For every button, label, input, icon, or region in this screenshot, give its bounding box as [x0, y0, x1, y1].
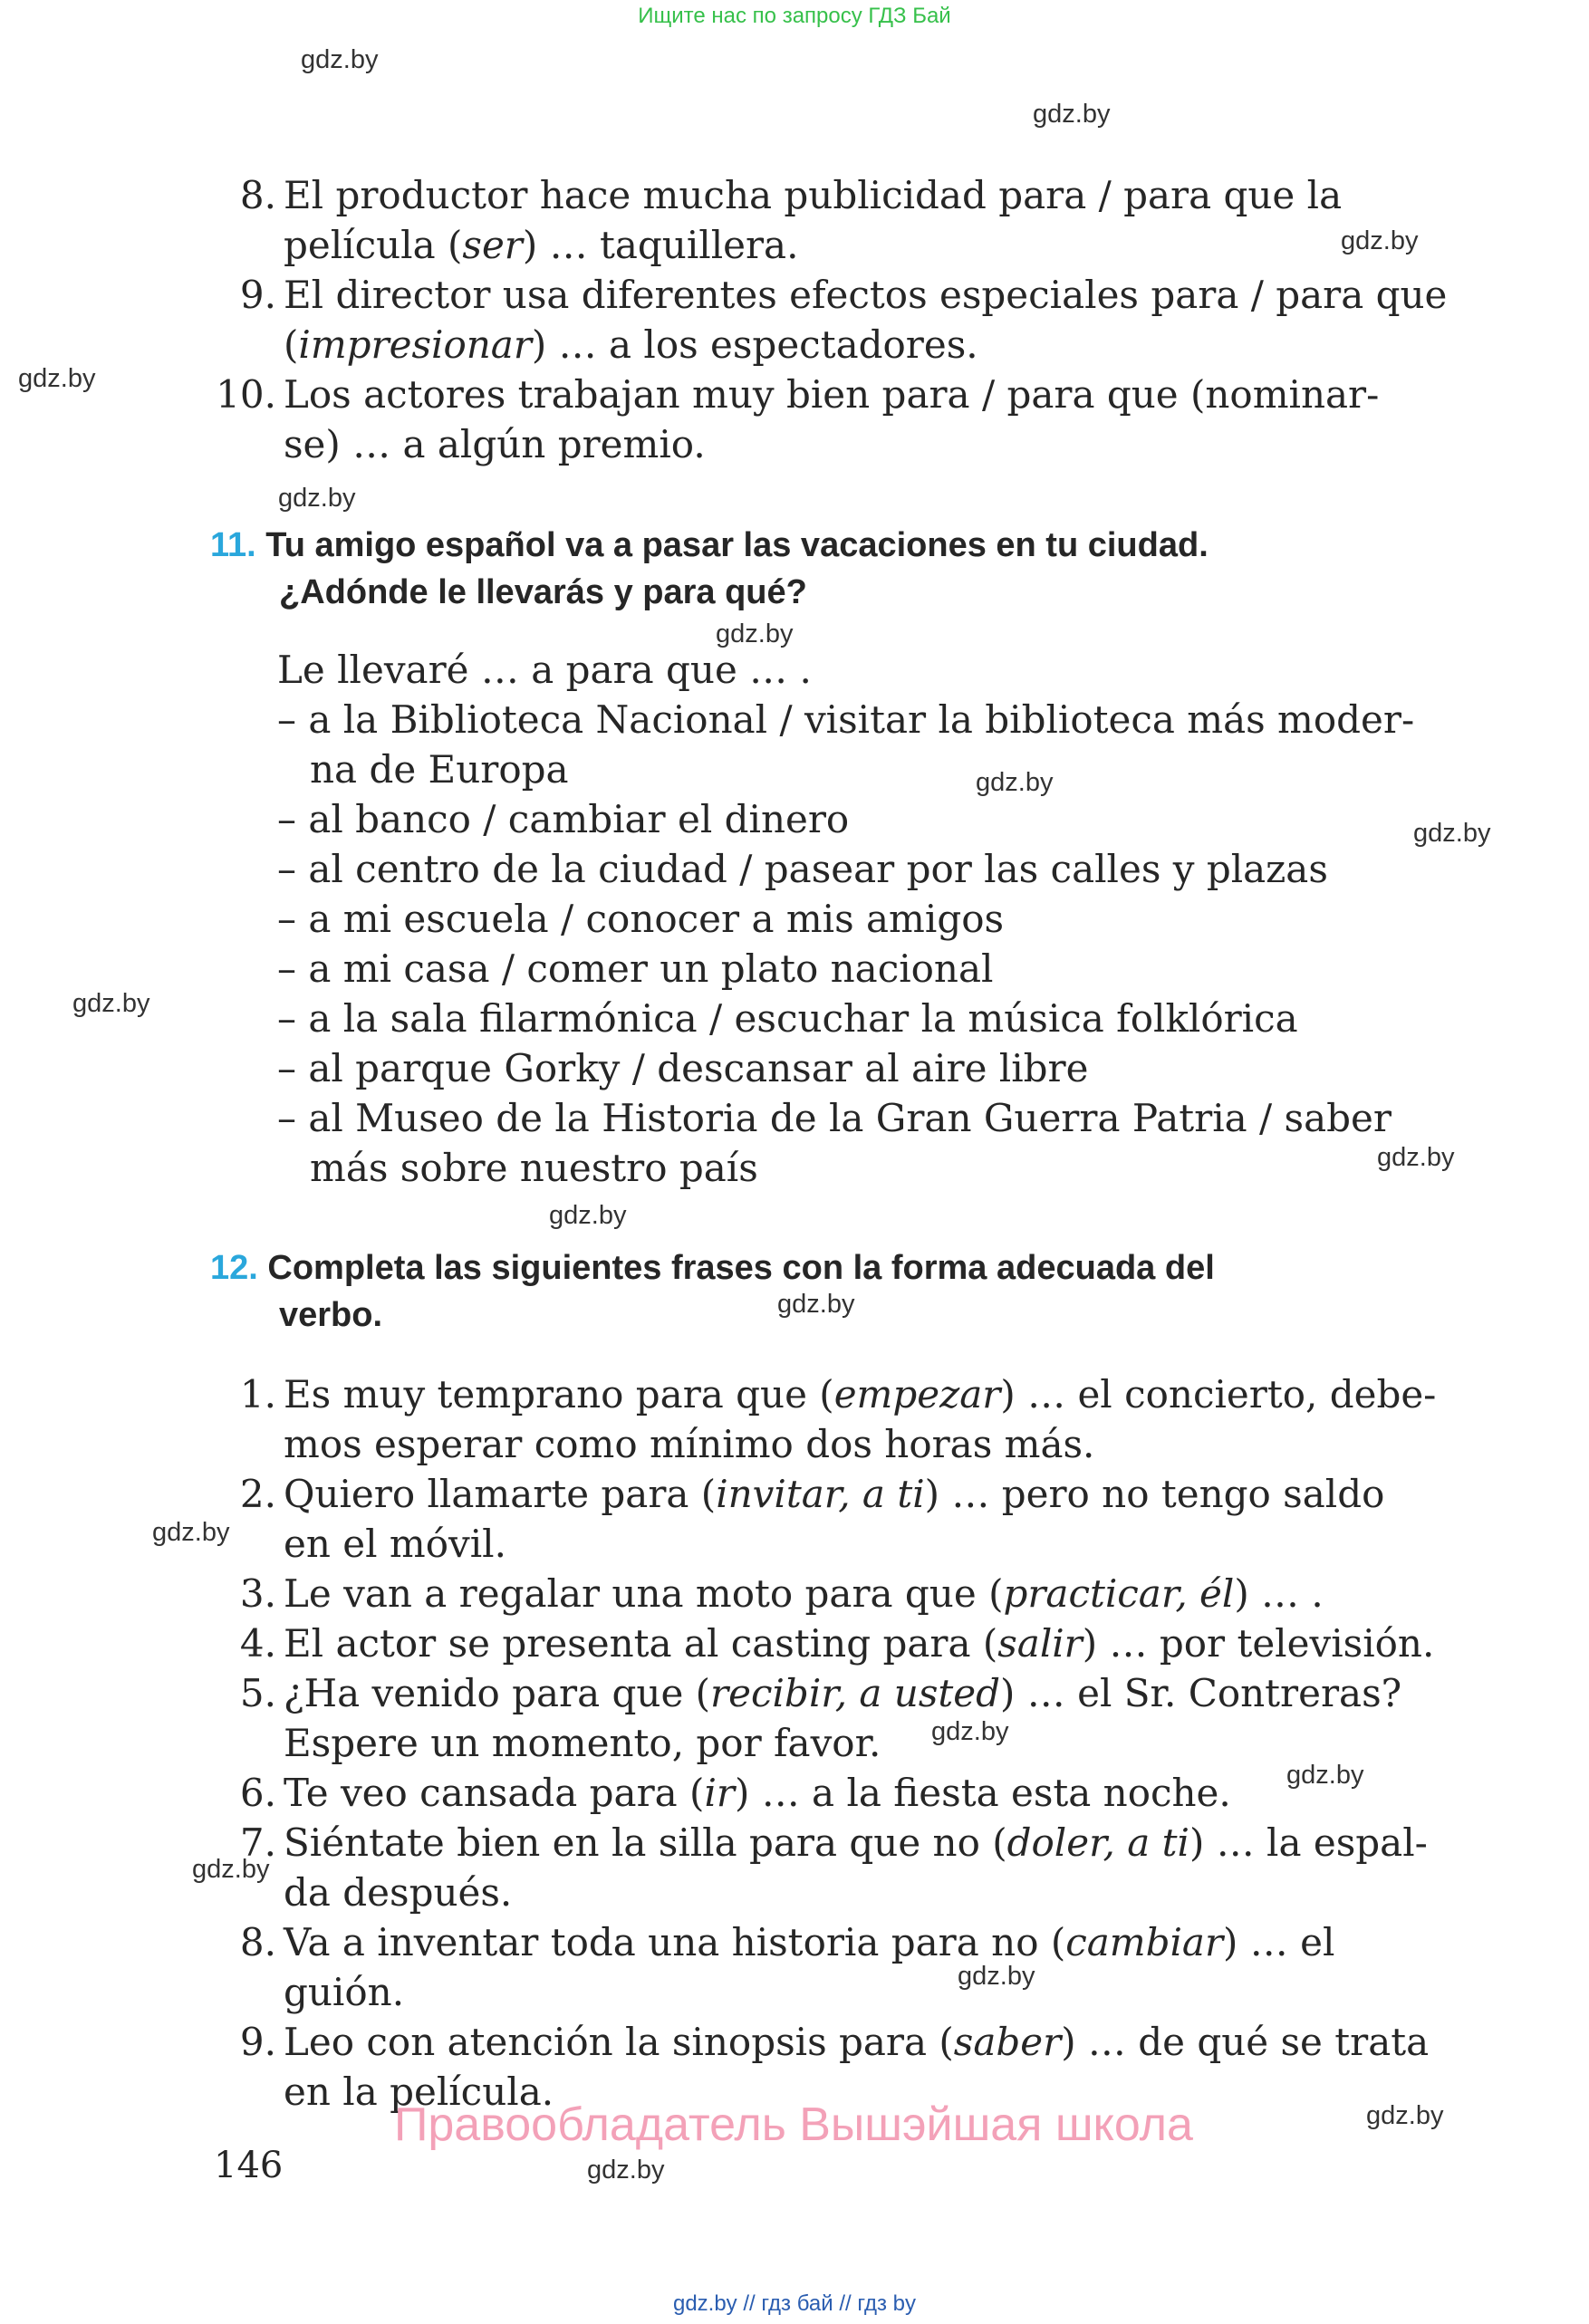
exercise-number: 11. — [210, 526, 256, 564]
exercise-12-list: 1. Es muy temprano para que (empezar) … el concierto, debe- mos esperar como mínimo dos horas más. 2. Quiero llamarte para (invitar, a ti) … pero no tengo saldo en el móvil. 3. Le van a regalar una moto para que (practicar, él) … . 4. El actor se presenta al casting para (salir) … por televisión. 5. ¿Ha venido para que (recibir, a usted) … el Sr. Contreras? Espere un momento, por favor. 6. Te veo cansada para (ir) … a la fiesta esta noche. 7. Siéntate bien en la silla para que no (doler, a ti) … la espal- da después. 8. Va a inventar toda una historia para no (cambiar) … el guión. 9. Leo con atención la sinopsis para (saber) … de qué se trata en la película. — [204, 1369, 1422, 2117]
exercise-10-continued: 8. El productor hace mucha publicidad para / para que la película (ser) … taquillera. 9. El director usa diferentes efectos especiales para / para que (impresionar) … a los espectadores. 10. Los actores trabajan muy bien para / para que (nominar- se) … a algún premio. — [204, 170, 1422, 469]
list-item: 9. Leo con atención la sinopsis para (saber) … de qué se trata — [239, 2020, 1430, 2064]
list-item: 9. El director usa diferentes efectos especiales para / para que — [239, 273, 1448, 317]
watermark: gdz.by — [976, 768, 1054, 797]
list-item: – a la sala filarmónica / escuchar la música folklórica — [277, 996, 1298, 1041]
watermark: gdz.by — [301, 45, 379, 74]
watermark: gdz.by — [931, 1717, 1009, 1746]
watermark: gdz.by — [777, 1290, 855, 1319]
watermark: gdz.by — [587, 2156, 665, 2185]
list-item: – a la Biblioteca Nacional / visitar la biblioteca más moder- — [277, 697, 1415, 742]
watermark: gdz.by — [958, 1962, 1035, 1991]
list-item: – al banco / cambiar el dinero — [277, 797, 850, 841]
list-item: 2. Quiero llamarte para (invitar, a ti) … pero no tengo saldo — [239, 1472, 1385, 1516]
list-item: – al parque Gorky / descansar al aire libre — [277, 1046, 1089, 1090]
watermark: gdz.by — [152, 1518, 230, 1547]
list-item: – a mi casa / comer un plato nacional — [277, 946, 994, 991]
list-item: 3. Le van a regalar una moto para que (practicar, él) … . — [239, 1571, 1324, 1616]
list-item: 8. Va a inventar toda una historia para no (cambiar) … el — [239, 1920, 1335, 1964]
watermark: gdz.by — [1413, 819, 1491, 848]
watermark: gdz.by — [1033, 100, 1111, 129]
watermark: gdz.by — [72, 989, 150, 1018]
list-item: 6. Te veo cansada para (ir) … a la fiesta esta noche. — [239, 1771, 1231, 1815]
top-banner: Ищите нас по запросу ГДЗ Бай — [638, 4, 951, 28]
list-item: 7. Siéntate bien en la silla para que no (doler, a ti) … la espal- — [239, 1820, 1428, 1865]
list-item: 4. El actor se presenta al casting para (salir) … por televisión. — [239, 1621, 1435, 1666]
exercise-number: 12. — [210, 1249, 258, 1287]
intro-line: Le llevaré … a para que … . — [277, 648, 812, 692]
footer-links[interactable]: gdz.by // гдз бай // гдз by — [672, 2291, 917, 2316]
list-item: 8. El productor hace mucha publicidad para / para que la — [239, 173, 1343, 217]
list-item: 10. Los actores trabajan muy bien para / para que (nominar- — [216, 372, 1380, 417]
list-item: 1. Es muy temprano para que (empezar) … el concierto, debe- — [239, 1372, 1437, 1416]
list-item: 5. ¿Ha venido para que (recibir, a usted) … el Sr. Contreras? — [239, 1671, 1402, 1715]
watermark: gdz.by — [716, 619, 794, 648]
watermark: gdz.by — [192, 1855, 270, 1884]
list-item: – al centro de la ciudad / pasear por las calles y plazas — [277, 847, 1328, 891]
watermark: gdz.by — [1341, 226, 1419, 255]
exercise-12-heading: 12. Completa las siguientes frases con la forma adecuada del verbo. — [210, 1249, 1215, 1334]
exercise-11-heading: 11. Tu amigo español va a pasar las vacaciones en tu ciudad. ¿Adónde le llevarás y para qué? — [210, 526, 1209, 611]
watermark: gdz.by — [1377, 1143, 1455, 1172]
watermark: gdz.by — [18, 364, 96, 393]
watermark: gdz.by — [278, 484, 356, 513]
list-item: – al Museo de la Historia de la Gran Guerra Patria / saber — [277, 1096, 1392, 1140]
list-item: – a mi escuela / conocer a mis amigos — [277, 897, 1005, 941]
copyright-notice: Правообладатель Вышэйшая школа — [394, 2098, 1193, 2151]
watermark: gdz.by — [549, 1201, 627, 1230]
watermark: gdz.by — [1366, 2101, 1444, 2130]
exercise-11-body: Le llevaré … a para que … . – a la Biblioteca Nacional / visitar la biblioteca más moder- na de Europa – al banco / cambiar el dinero – al centro de la ciudad / pasear por las calles y plazas – a mi escuela / conocer a mis amigos – a mi casa / comer un plato nacional – a la sala filarmónica / escuchar la música folklórica – al parque Gorky / descansar al aire libre – al Museo de la Historia de la Gran Guerra Patria / saber más sobre nuestro país — [277, 645, 1428, 1193]
page-number: 146 — [214, 2145, 284, 2186]
watermark: gdz.by — [1286, 1761, 1364, 1790]
